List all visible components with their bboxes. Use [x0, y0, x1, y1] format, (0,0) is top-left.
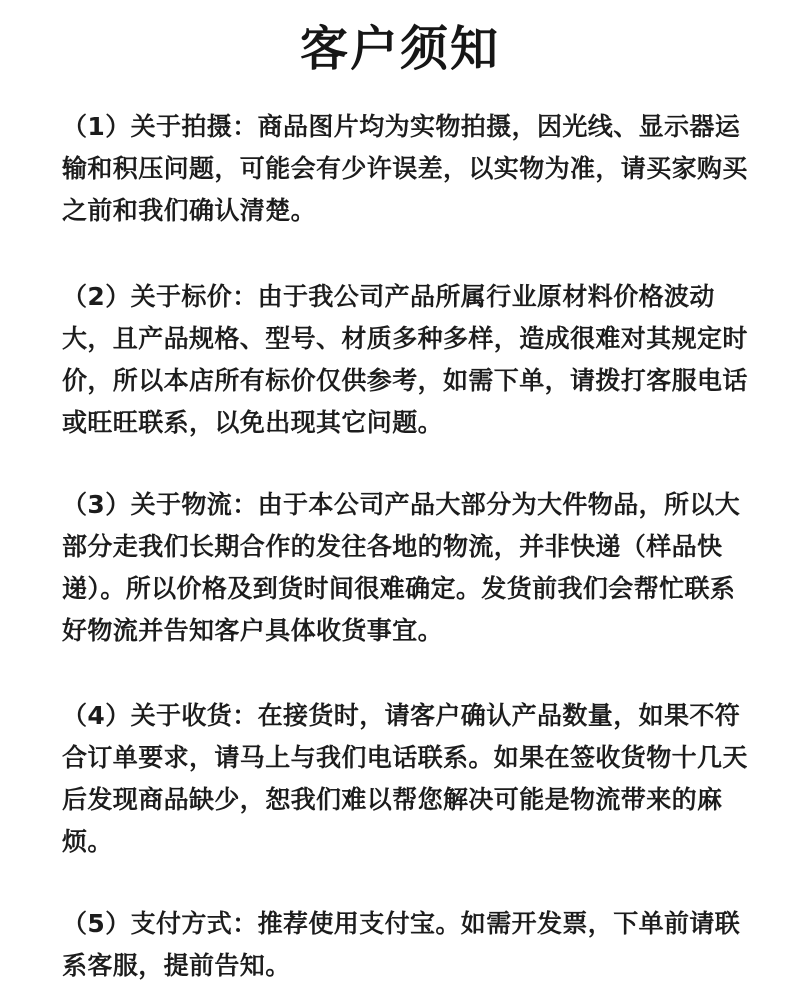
notice-payment: （5）支付方式：推荐使用支付宝。如需开发票，下单前请联系客服，提前告知。 — [62, 909, 741, 980]
notice-logistics: （3）关于物流：由于本公司产品大部分为大件物品，所以大部分走我们长期合作的发往各地的物流，并非快递（样品快递）。所以价格及到货时间很难确定。发货前我们会帮忙联系好物流并告知客户具体收货事宜。 — [62, 490, 741, 645]
notice-receiving: （4）关于收货：在接货时，请客户确认产品数量，如果不符合订单要求，请马上与我们电话联系。如果在签收货物十几天后发现商品缺少，恕我们难以帮您解决可能是物流带来的麻烦。 — [62, 701, 748, 856]
page-title: 客户须知 — [299, 21, 500, 77]
notice-photography: （1）关于拍摄：商品图片均为实物拍摄，因光线、显示器运输和积压问题，可能会有少许误差，以实物为准，请买家购买之前和我们确认清楚。 — [62, 112, 748, 225]
notice-pricing: （2）关于标价：由于我公司产品所属行业原材料价格波动大，且产品规格、型号、材质多种多样，造成很难对其规定时价，所以本店所有标价仅供参考，如需下单，请拨打客服电话或旺旺联系，以免出现其它问题。 — [62, 282, 748, 437]
